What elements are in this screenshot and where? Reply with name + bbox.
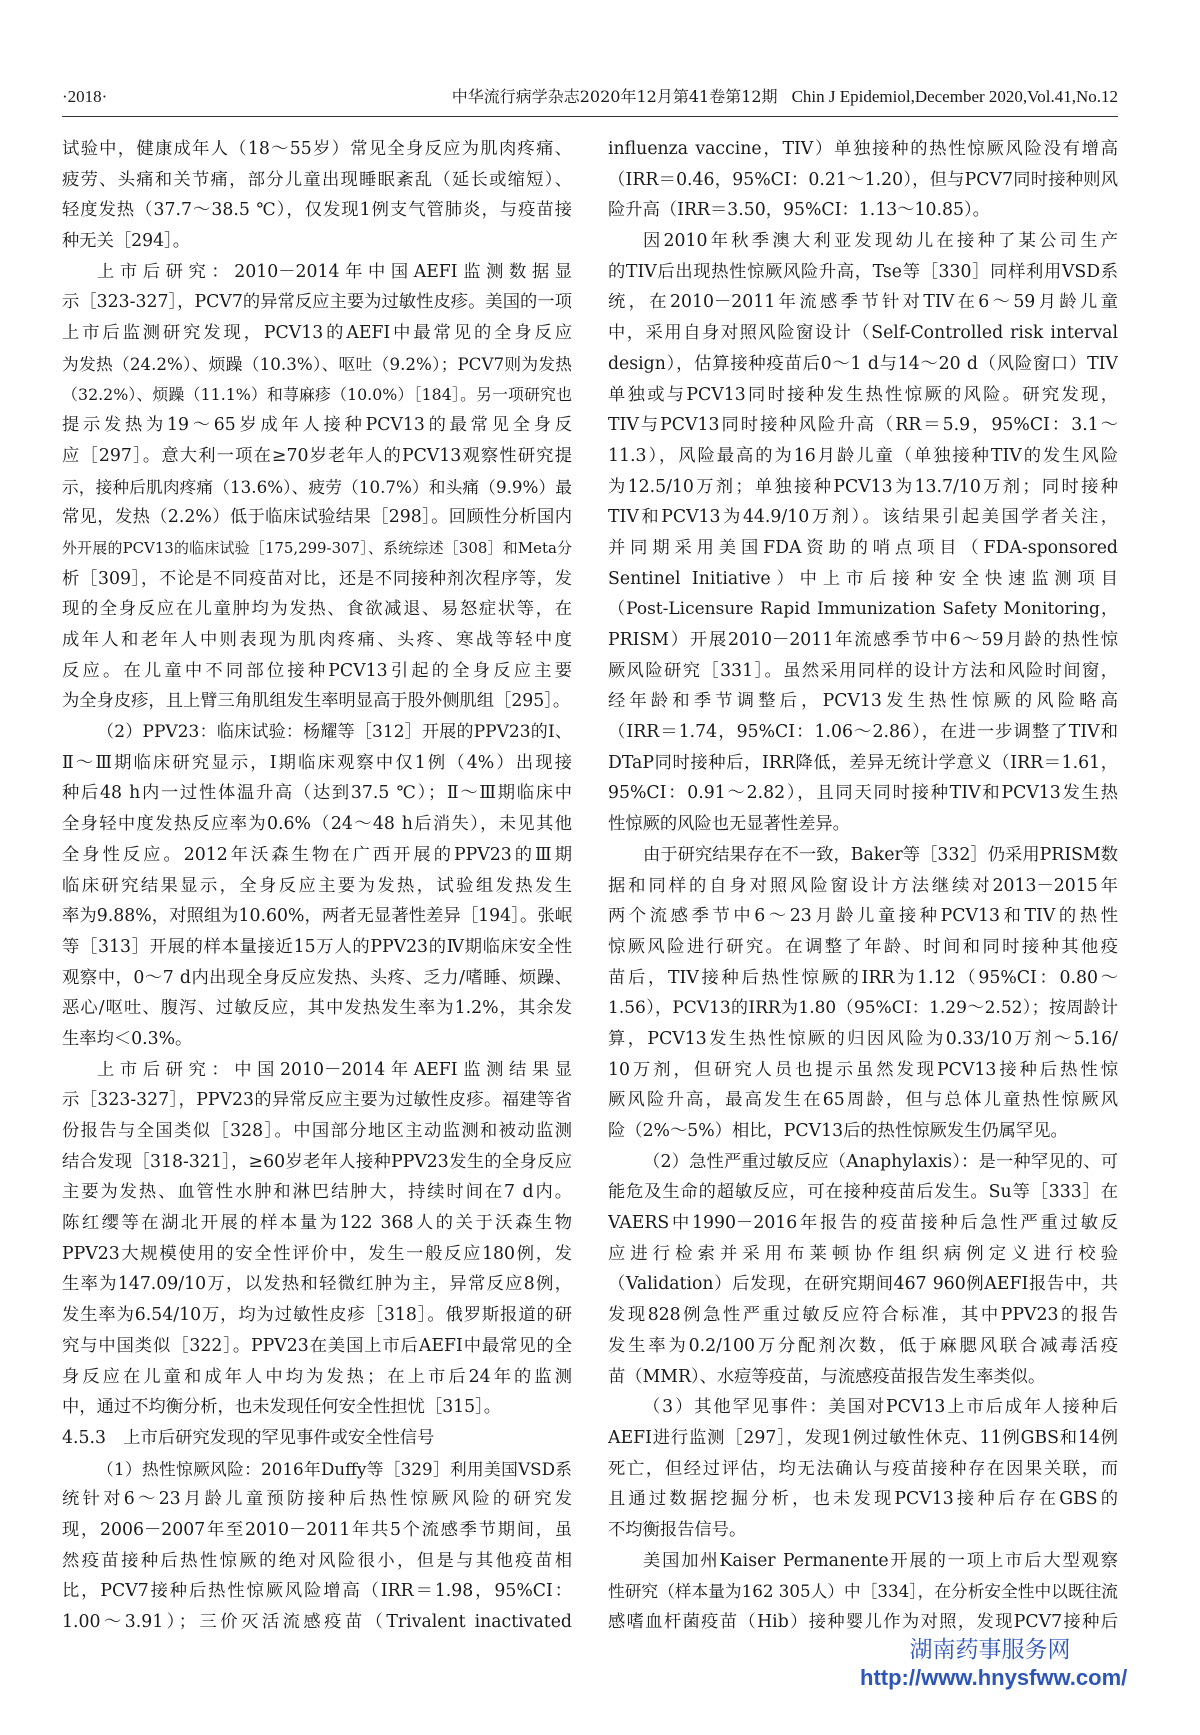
text-line: 1.56），PCV13的IRR为1.80（95%CI：1.29～2.52）；按周龄计 <box>608 998 1118 1019</box>
text-line: 苗后，TIV接种后热性惊厥的IRR为1.12（95%CI：0.80～ <box>608 967 1118 988</box>
text-line: 现的全身反应在儿童肿均为发热、食欲减退、易怒症状等，在 <box>62 599 572 620</box>
text-line: （32.2%）、烦躁（11.1%）和荨麻疹（10.0%）［184］。另一项研究也 <box>62 384 572 404</box>
text-line: 上市后研究：中国2010－2014年AEFI监测结果显 <box>97 1059 572 1080</box>
text-line: 因2010年秋季澳大利亚发现幼儿在接种了某公司生产 <box>643 231 1118 252</box>
text-line: 轻度发热（37.7～38.5 ℃），仅发现1例支气管肺炎，与疫苗接 <box>62 200 572 221</box>
text-line: 为全身皮疹，且上臂三角肌组发生率明显高于股外侧肌组［295］。 <box>62 691 571 712</box>
text-line: TIV和PCV13为44.9/10万剂）。该结果引起美国学者关注， <box>608 507 1118 528</box>
text-line: 观察中，0～7 d内出现全身反应发热、头疼、乏力/嗜睡、烦躁、 <box>62 967 572 988</box>
text-line: 比，PCV7接种后热性惊厥风险增高（IRR＝1.98，95%CI： <box>62 1581 572 1602</box>
text-line: 疲劳、头痛和关节痛，部分儿童出现睡眠紊乱（延长或缩短）、 <box>62 169 572 190</box>
text-line: 示［323-327］，PCV7的异常反应主要为过敏性皮疹。美国的一项 <box>62 292 572 313</box>
text-line: AEFI进行监测［297］，发现1例过敏性休克、11例GBS和14例 <box>608 1427 1118 1448</box>
text-line: 率为9.88%，对照组为10.60%，两者无显著性差异［194］。张岷 <box>62 906 572 927</box>
text-line: 险（2%～5%）相比，PCV13后的热性惊厥发生仍属罕见。 <box>608 1121 1068 1141</box>
text-line: 生率均＜0.3%。 <box>62 1028 193 1049</box>
text-line: 常见，发热（2.2%）低于临床试验结果［298］。回顾性分析国内 <box>62 507 572 528</box>
page-header <box>62 86 1118 120</box>
text-line: 成年人和老年人中则表现为肌肉疼痛、头疼、寒战等轻中度 <box>62 630 572 650</box>
text-line: 恶心/呕吐、腹泻、过敏反应，其中发热发生率为1.2%，其余发 <box>62 998 572 1019</box>
text-line: 险升高（IRR＝3.50，95%CI：1.13～10.85）。 <box>608 200 990 221</box>
text-line: 由于研究结果存在不一致，Baker等［332］仍采用PRISM数 <box>643 844 1118 865</box>
text-line: PPV23大规模使用的安全性评价中，发生一般反应180例，发 <box>62 1243 572 1264</box>
text-line: （1）热性惊厥风险：2016年Duffy等［329］利用美国VSD系 <box>97 1458 572 1479</box>
text-line: （2）急性严重过敏反应（Anaphylaxis）：是一种罕见的、可 <box>643 1151 1118 1172</box>
text-line: 全身轻中度发热反应率为0.6%（24～48 h后消失），未见其他 <box>62 814 572 835</box>
left-column <box>62 134 572 1638</box>
text-line: 全身性反应。2012年沃森生物在广西开展的PPV23的Ⅲ期 <box>62 844 572 865</box>
watermark-site-name: 湖南药事服务网 <box>909 1637 1071 1663</box>
text-line: （2）PPV23：临床试验：杨耀等［312］开展的PPV23的Ⅰ、 <box>97 722 572 743</box>
text-line: 种无关［294］。 <box>62 231 191 252</box>
text-line: 不均衡报告信号。 <box>608 1519 747 1540</box>
text-line: 试验中，健康成年人（18～55岁）常见全身反应为肌肉疼痛、 <box>62 139 572 159</box>
journal-citation <box>452 86 1118 108</box>
text-line: 的TIV后出现热性惊厥风险升高，Tse等［330］同样利用VSD系 <box>608 261 1118 282</box>
text-line: 经年龄和季节调整后，PCV13发生热性惊厥的风险略高 <box>608 691 1118 712</box>
text-line: 上市后监测研究发现，PCV13的AEFI中最常见的全身反应 <box>62 323 572 344</box>
text-line: 单独或与PCV13同时接种发生热性惊厥的风险。研究发现， <box>608 384 1118 405</box>
text-line: influenza vaccine，TIV）单独接种的热性惊厥风险没有增高 <box>608 139 1118 159</box>
text-line: 中，采用自身对照风险窗设计（Self-Controlled risk interval <box>608 323 1118 344</box>
text-line: DTaP同时接种后，IRR降低，差异无统计学意义（IRR＝1.61， <box>608 752 1118 773</box>
text-line: 发现828例急性严重过敏反应符合标准，其中PPV23的报告 <box>608 1305 1118 1326</box>
right-column <box>608 134 1118 1638</box>
text-line: 主要为发热、血管性水肿和淋巴结肿大，持续时间在7 d内。 <box>62 1182 572 1203</box>
journal-title-cn: 中华流行病学杂志2020年12月第41卷第12期 <box>451 87 778 106</box>
text-line: PRISM）开展2010－2011年流感季节中6～59月龄的热性惊 <box>608 630 1118 650</box>
text-line: （IRR＝1.74，95%CI：1.06～2.86），在进一步调整了TIV和 <box>608 722 1118 743</box>
watermark-url: http://www.hnysfww.com/ <box>860 1665 1128 1690</box>
text-line: 为12.5/10万剂；单独接种PCV13为13.7/10万剂；同时接种 <box>608 476 1118 497</box>
text-line: 然疫苗接种后热性惊厥的绝对风险很小，但是与其他疫苗相 <box>62 1550 572 1571</box>
text-line: 感嗜血杆菌疫苗（Hib）接种婴儿作为对照，发现PCV7接种后 <box>608 1612 1118 1632</box>
text-line: （3）其他罕见事件：美国对PCV13上市后成年人接种后 <box>643 1397 1118 1418</box>
text-line: 性研究（样本量为162 305人）中［334］，在分析安全性中以既往流 <box>608 1581 1118 1602</box>
text-line: 死亡，但经过评估，均无法确认与疫苗接种存在因果关联，而 <box>608 1458 1118 1479</box>
journal-title-en: Chin J Epidemiol,December 2020,Vol.41,No.12 <box>791 87 1118 106</box>
text-line: 4.5.3 上市后研究发现的罕见事件或安全性信号 <box>62 1427 435 1448</box>
text-line: 统，在2010－2011年流感季节针对TIV在6～59月龄儿童 <box>608 292 1118 313</box>
text-line: 种后48 h内一过性体温升高（达到37.5 ℃）；Ⅱ～Ⅲ期临床中 <box>62 783 572 804</box>
text-line: 发生率为0.2/100万分配剂次数，低于麻腮风联合减毒活疫 <box>608 1335 1118 1356</box>
text-line: 95%CI：0.91～2.82），且同天同时接种TIV和PCV13发生热 <box>608 783 1118 804</box>
text-line: 究与中国类似［322］。PPV23在美国上市后AEFI中最常见的全 <box>62 1335 572 1356</box>
text-line: 11.3），风险最高的为16月龄儿童（单独接种TIV的发生风险 <box>608 445 1118 466</box>
text-line: （Validation）后发现，在研究期间467 960例AEFI报告中，共 <box>608 1274 1118 1295</box>
text-line: 上市后研究：2010－2014年中国AEFI监测数据显 <box>97 261 572 282</box>
text-line: 生率为147.09/10万，以发热和轻微红肿为主，异常反应8例， <box>62 1274 572 1295</box>
text-line: 1.00～3.91）；三价灭活流感疫苗（Trivalent inactivated <box>62 1612 572 1632</box>
text-line: 应进行检索并采用布莱顿协作组织病例定义进行校验 <box>608 1243 1118 1264</box>
text-line: 示，接种后肌肉疼痛（13.6%）、疲劳（10.7%）和头痛（9.9%）最 <box>62 476 572 497</box>
watermark <box>860 1636 1128 1692</box>
text-line: 据和同样的自身对照风险窗设计方法继续对2013－2015年 <box>608 875 1118 896</box>
page-number: ·2018· <box>62 87 108 106</box>
text-line: 且通过数据挖掘分析，也未发现PCV13接种后存在GBS的 <box>608 1489 1118 1510</box>
text-line: 厥风险升高，最高发生在65周龄，但与总体儿童热性惊厥风 <box>608 1090 1118 1111</box>
text-line: 10万剂，但研究人员也提示虽然发现PCV13接种后热性惊 <box>608 1059 1118 1080</box>
text-line: 陈红缨等在湖北开展的样本量为122 368人的关于沃森生物 <box>62 1213 572 1234</box>
text-line: 苗（MMR）、水痘等疫苗，与流感疫苗报告发生率类似。 <box>608 1366 1046 1387</box>
text-line: VAERS中1990－2016年报告的疫苗接种后急性严重过敏反 <box>608 1213 1118 1234</box>
text-line: 统针对6～23月龄儿童预防接种后热性惊厥风险的研究发 <box>62 1489 572 1510</box>
text-line: 示［323-327］，PPV23的异常反应主要为过敏性皮疹。福建等省 <box>62 1090 572 1111</box>
text-line: 身反应在儿童和成年人中均为发热；在上市后24年的监测 <box>62 1366 572 1387</box>
text-line: 算，PCV13发生热性惊厥的归因风险为0.33/10万剂～5.16/ <box>608 1028 1118 1049</box>
text-line: 临床研究结果显示，全身反应主要为发热，试验组发热发生 <box>62 875 572 896</box>
text-line: 外开展的PCV13的临床试验［175,299-307］、系统综述［308］和Meta分 <box>62 538 572 557</box>
text-line: 发生率为6.54/10万，均为过敏性皮疹［318］。俄罗斯报道的研 <box>62 1305 572 1326</box>
text-line: 等［313］开展的样本量接近15万人的PPV23的Ⅳ期临床安全性 <box>62 936 572 957</box>
text-line: 提示发热为19～65岁成年人接种PCV13的最常见全身反 <box>62 415 572 436</box>
header-rule <box>62 116 1118 117</box>
text-line: 反应。在儿童中不同部位接种PCV13引起的全身反应主要 <box>62 660 572 681</box>
text-line: （IRR＝0.46，95%CI：0.21～1.20），但与PCV7同时接种则风 <box>608 169 1118 190</box>
text-line: 惊厥风险进行研究。在调整了年龄、时间和同时接种其他疫 <box>608 936 1118 957</box>
text-line: 两个流感季节中6～23月龄儿童接种PCV13和TIV的热性 <box>608 906 1118 927</box>
text-line: 中，通过不均衡分析，也未发现任何安全性担忧［315］。 <box>62 1397 502 1418</box>
text-line: design），估算接种疫苗后0～1 d与14～20 d（风险窗口）TIV <box>608 353 1118 374</box>
text-line: 结合发现［318-321］，≥60岁老年人接种PPV23发生的全身反应 <box>62 1151 572 1172</box>
text-line: TIV与PCV13同时接种风险升高（RR＝5.9，95%CI：3.1～ <box>608 415 1118 436</box>
text-line: 能危及生命的超敏反应，可在接种疫苗后发生。Su等［333］在 <box>608 1182 1118 1203</box>
text-line: 美国加州Kaiser Permanente开展的一项上市后大型观察 <box>643 1550 1118 1571</box>
text-line: 份报告与全国类似［328］。中国部分地区主动监测和被动监测 <box>62 1121 572 1141</box>
text-line: Ⅱ～Ⅲ期临床研究显示，Ⅰ期临床观察中仅1例（4%）出现接 <box>62 752 572 773</box>
text-line: 应［297］。意大利一项在≥70岁老年人的PCV13观察性研究提 <box>62 445 572 466</box>
text-line: 析［309］，不论是不同疫苗对比，还是不同接种剂次程序等，发 <box>62 568 572 589</box>
text-line: （Post-Licensure Rapid Immunization Safety Monitoring， <box>608 599 1118 620</box>
text-line: 并同期采用美国FDA资助的哨点项目（FDA-sponsored <box>608 537 1118 558</box>
text-line: 性惊厥的风险也无显著性差异。 <box>608 814 850 835</box>
text-line: 为发热（24.2%）、烦躁（10.3%）、呕吐（9.2%）；PCV7则为发热 <box>62 353 572 374</box>
text-line: 现，2006－2007年至2010－2011年共5个流感季节期间，虽 <box>62 1519 572 1540</box>
text-line: Sentinel Initiative）中上市后接种安全快速监测项目 <box>608 568 1118 589</box>
text-line: 厥风险研究［331］。虽然采用同样的设计方法和风险时间窗， <box>608 660 1118 681</box>
